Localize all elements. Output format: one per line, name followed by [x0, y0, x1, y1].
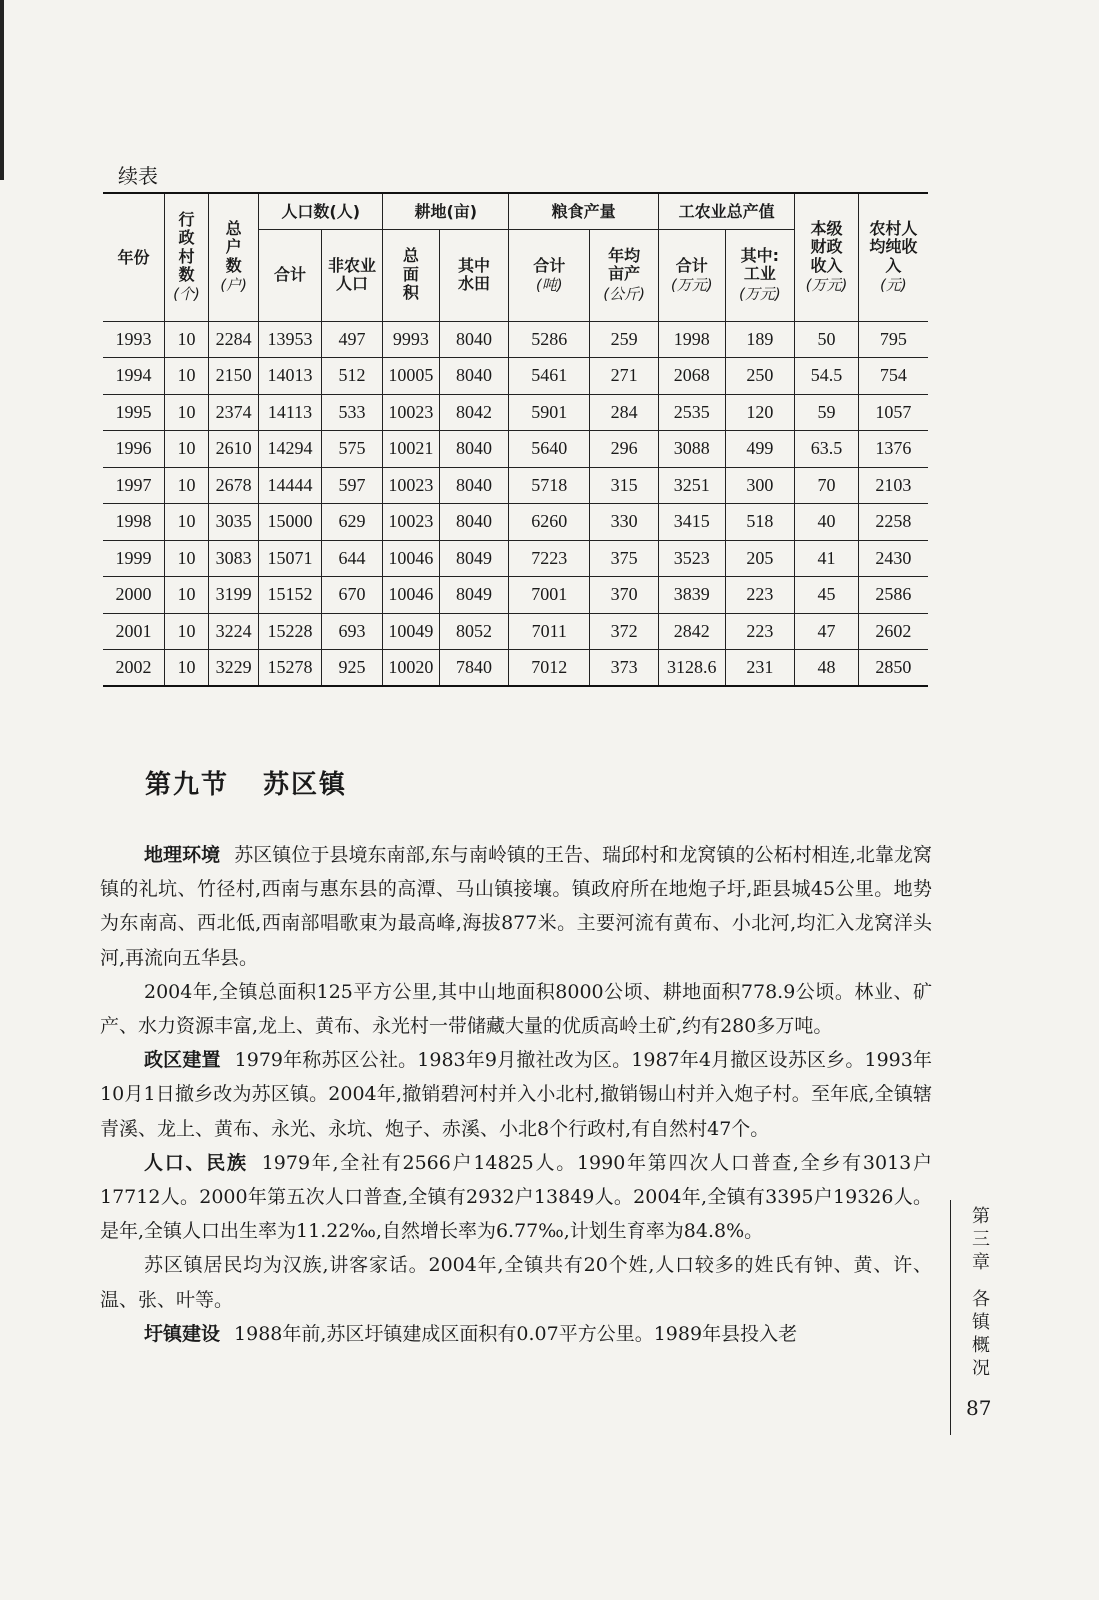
table-cell: 754: [858, 358, 928, 395]
table-cell: 1994: [103, 358, 164, 395]
table-cell: 3523: [658, 540, 725, 577]
chapter-char: 镇: [972, 1312, 990, 1333]
side-divider: [950, 1200, 951, 1435]
table-cell: 7840: [439, 650, 509, 687]
page-number: 87: [966, 1396, 992, 1420]
chapter-char: 三: [972, 1229, 990, 1250]
table-cell: 47: [795, 613, 859, 650]
table-cell: 296: [590, 431, 659, 468]
table-cell: 10: [164, 431, 208, 468]
table-cell: 10046: [383, 540, 439, 577]
table-cell: 250: [725, 358, 795, 395]
table-cell: 5286: [509, 321, 590, 358]
table-cell: 48: [795, 650, 859, 687]
table-cell: 14444: [259, 467, 322, 504]
table-cell: 8040: [439, 358, 509, 395]
table-cell: 644: [321, 540, 383, 577]
table-cell: 3128.6: [658, 650, 725, 687]
paragraph-keyword: 政区建置: [144, 1049, 221, 1072]
table-cell: 8049: [439, 540, 509, 577]
table-cell: 2000: [103, 577, 164, 614]
table-cell: 1998: [658, 321, 725, 358]
table-cell: 925: [321, 650, 383, 687]
table-cell: 3229: [209, 650, 259, 687]
table-cell: 1996: [103, 431, 164, 468]
chapter-char: 章: [972, 1252, 990, 1273]
table-row: [103, 358, 928, 395]
table-row: [103, 650, 928, 687]
table-cell: 10023: [383, 467, 439, 504]
table-row: [103, 613, 928, 650]
table-cell: 3199: [209, 577, 259, 614]
page-binding-edge: [0, 0, 4, 180]
paragraph-keyword: 圩镇建设: [144, 1322, 221, 1345]
table-cell: 2678: [209, 467, 259, 504]
table-cell: 10: [164, 577, 208, 614]
col-header-land-paddy: 其中水田: [439, 229, 509, 321]
table-cell: 795: [858, 321, 928, 358]
table-cell: 3415: [658, 504, 725, 541]
table-cell: 54.5: [795, 358, 859, 395]
table-cell: 205: [725, 540, 795, 577]
table-cell: 533: [321, 394, 383, 431]
table-cell: 3083: [209, 540, 259, 577]
table-cell: 10005: [383, 358, 439, 395]
table-cell: 5901: [509, 394, 590, 431]
chapter-running-head: [968, 1205, 994, 1380]
table-cell: 5718: [509, 467, 590, 504]
table-cell: 2610: [209, 431, 259, 468]
table-cell: 284: [590, 394, 659, 431]
table-cell: 670: [321, 577, 383, 614]
table-cell: 370: [590, 577, 659, 614]
col-header-output-total: 合计 (万元): [658, 229, 725, 321]
table-cell: 330: [590, 504, 659, 541]
table-cell: 2258: [858, 504, 928, 541]
table-cell: 13953: [259, 321, 322, 358]
table-cell: 1997: [103, 467, 164, 504]
table-cell: 15228: [259, 613, 322, 650]
table-cell: 8052: [439, 613, 509, 650]
paragraph-administration: 政区建置 1979年称苏区公社。1983年9月撤社改为区。1987年4月撤区设苏区乡。1993年10月1日撤乡改为苏区镇。2004年,撤销碧河村并入小北村,撤销锡山村并入炮子村。至年底,全镇辖青溪、龙上、黄布、永光、永坑、炮子、赤溪、小北8个行政村,有自然村47个。: [100, 1049, 932, 1140]
table-cell: 1995: [103, 394, 164, 431]
table-cell: 271: [590, 358, 659, 395]
table-cell: 10: [164, 613, 208, 650]
table-cell: 2850: [858, 650, 928, 687]
table-cell: 10: [164, 540, 208, 577]
table-cell: 10020: [383, 650, 439, 687]
table-cell: 373: [590, 650, 659, 687]
col-header-land-total: 总面积: [383, 229, 439, 321]
table-cell: 8040: [439, 467, 509, 504]
table-cell: 3224: [209, 613, 259, 650]
table-cell: 10: [164, 467, 208, 504]
table-cell: 10046: [383, 577, 439, 614]
table-cell: 2430: [858, 540, 928, 577]
table-cell: 2001: [103, 613, 164, 650]
col-header-households: 总户数 (户): [209, 193, 259, 321]
table-cell: 10: [164, 321, 208, 358]
chapter-char: 第: [972, 1206, 990, 1227]
table-cell: 10023: [383, 394, 439, 431]
table-cell: 40: [795, 504, 859, 541]
table-cell: 597: [321, 467, 383, 504]
table-cell: 7001: [509, 577, 590, 614]
table-cell: 259: [590, 321, 659, 358]
table-cell: 10049: [383, 613, 439, 650]
table-row: [103, 467, 928, 504]
table-cell: 2374: [209, 394, 259, 431]
table-cell: 63.5: [795, 431, 859, 468]
table-cell: 375: [590, 540, 659, 577]
section-number: 第九节: [145, 770, 230, 800]
table-cell: 512: [321, 358, 383, 395]
chapter-char: 概: [972, 1335, 990, 1356]
paragraph-ethnicity: 苏区镇居民均为汉族,讲客家话。2004年,全镇共有20个姓,人口较多的姓氏有钟、黄、许、温、张、叶等。: [100, 1254, 932, 1311]
table-cell: 372: [590, 613, 659, 650]
col-header-income: 农村人均纯收入 (元): [858, 193, 928, 321]
table-cell: 3035: [209, 504, 259, 541]
table-row: [103, 540, 928, 577]
table-cell: 41: [795, 540, 859, 577]
table-cell: 70: [795, 467, 859, 504]
table-cell: 300: [725, 467, 795, 504]
paragraph-geography: 地理环境 苏区镇位于县境东南部,东与南岭镇的王告、瑞邱村和龙窝镇的公柘村相连,北靠龙窝镇的礼坑、竹径村,西南与惠东县的高潭、马山镇接壤。镇政府所在地炮子圩,距县城45公里。地势为东南高、西北低,西南部唱歌東为最高峰,海拔877米。主要河流有黄布、小北河,均汇入龙窝洋头河,再流向五华县。: [100, 844, 932, 969]
table-cell: 2150: [209, 358, 259, 395]
table-cell: 3088: [658, 431, 725, 468]
table-cell: 2103: [858, 467, 928, 504]
col-group-output: 工农业总产值: [658, 193, 794, 229]
col-group-population: 人口数(人): [259, 193, 383, 229]
table-cell: 15071: [259, 540, 322, 577]
table-cell: 10: [164, 650, 208, 687]
table-body: [103, 321, 928, 686]
table-cell: 2002: [103, 650, 164, 687]
table-cell: 15278: [259, 650, 322, 687]
table-cell: 1993: [103, 321, 164, 358]
article-body: [100, 838, 932, 1351]
table-cell: 14013: [259, 358, 322, 395]
table-cell: 2586: [858, 577, 928, 614]
table-cell: 2284: [209, 321, 259, 358]
paragraph-keyword: 人口、民族: [144, 1151, 248, 1174]
table-cell: 223: [725, 577, 795, 614]
table-cell: 8040: [439, 321, 509, 358]
table-row: [103, 321, 928, 358]
table-cell: 629: [321, 504, 383, 541]
table-cell: 8040: [439, 431, 509, 468]
table-cell: 499: [725, 431, 795, 468]
col-header-finance: 本级财政收入 (万元): [795, 193, 859, 321]
table-cell: 7012: [509, 650, 590, 687]
paragraph-area: 2004年,全镇总面积125平方公里,其中山地面积8000公顷、耕地面积778.9公顷。林业、矿产、水力资源丰富,龙上、黄布、永光村一带储藏大量的优质高岭土矿,约有280多万吨。: [100, 980, 932, 1038]
table-cell: 120: [725, 394, 795, 431]
statistics-table: [103, 192, 928, 687]
table-cell: 2842: [658, 613, 725, 650]
table-cell: 315: [590, 467, 659, 504]
col-header-villages: 行政村数 (个): [164, 193, 208, 321]
section-name: 苏区镇: [263, 770, 348, 800]
table-cell: 223: [725, 613, 795, 650]
table-cell: 2068: [658, 358, 725, 395]
table-cell: 693: [321, 613, 383, 650]
table-cell: 1999: [103, 540, 164, 577]
table-cell: 2535: [658, 394, 725, 431]
table-cell: 50: [795, 321, 859, 358]
table-cell: 10: [164, 394, 208, 431]
col-header-grain-yield: 年均亩产 (公斤): [590, 229, 659, 321]
table-cell: 7011: [509, 613, 590, 650]
table-row: [103, 504, 928, 541]
table-cell: 1057: [858, 394, 928, 431]
table-cell: 8040: [439, 504, 509, 541]
col-group-farmland: 耕地(亩): [383, 193, 509, 229]
table-continued-label: 续表: [118, 164, 158, 188]
chapter-char: 各: [972, 1289, 990, 1310]
table-row: [103, 431, 928, 468]
table-cell: 497: [321, 321, 383, 358]
table-cell: 189: [725, 321, 795, 358]
col-header-pop-total: 合计: [259, 229, 322, 321]
col-header-year: 年份: [103, 193, 164, 321]
table-cell: 2602: [858, 613, 928, 650]
table-cell: 8049: [439, 577, 509, 614]
chapter-char: 况: [972, 1358, 990, 1379]
table-cell: 3251: [658, 467, 725, 504]
table-cell: 15000: [259, 504, 322, 541]
table-cell: 3839: [658, 577, 725, 614]
table-cell: 10: [164, 504, 208, 541]
table-cell: 59: [795, 394, 859, 431]
table-cell: 7223: [509, 540, 590, 577]
table-cell: 15152: [259, 577, 322, 614]
table-cell: 1998: [103, 504, 164, 541]
table-cell: 9993: [383, 321, 439, 358]
table-cell: 14294: [259, 431, 322, 468]
paragraph-town-construction: 圩镇建设 1988年前,苏区圩镇建成区面积有0.07平方公里。1989年县投入老: [144, 1322, 798, 1345]
col-header-output-industry: 其中:工业 (万元): [725, 229, 795, 321]
table-cell: 10: [164, 358, 208, 395]
paragraph-population: 人口、民族 1979年,全社有2566户14825人。1990年第四次人口普查,全乡有3013户17712人。2000年第五次人口普查,全镇有2932户13849人。2004年,全镇有3395户19326人。是年,全镇人口出生率为11.22‰,自然增长率为6.77‰,计划生育率为84.8%。: [100, 1151, 932, 1243]
table-cell: 1376: [858, 431, 928, 468]
table-row: [103, 577, 928, 614]
col-header-pop-nonagri: 非农业人口: [321, 229, 383, 321]
table-cell: 10021: [383, 431, 439, 468]
col-header-grain-total: 合计 (吨): [509, 229, 590, 321]
table-cell: 5461: [509, 358, 590, 395]
table-cell: 6260: [509, 504, 590, 541]
paragraph-keyword: 地理环境: [144, 844, 221, 866]
table-cell: 8042: [439, 394, 509, 431]
table-cell: 45: [795, 577, 859, 614]
table-cell: 518: [725, 504, 795, 541]
table-row: [103, 394, 928, 431]
table-cell: 231: [725, 650, 795, 687]
table-cell: 5640: [509, 431, 590, 468]
table-cell: 14113: [259, 394, 322, 431]
table-cell: 10023: [383, 504, 439, 541]
section-heading: [145, 764, 347, 801]
col-group-grain: 粮食产量: [509, 193, 659, 229]
table-cell: 575: [321, 431, 383, 468]
